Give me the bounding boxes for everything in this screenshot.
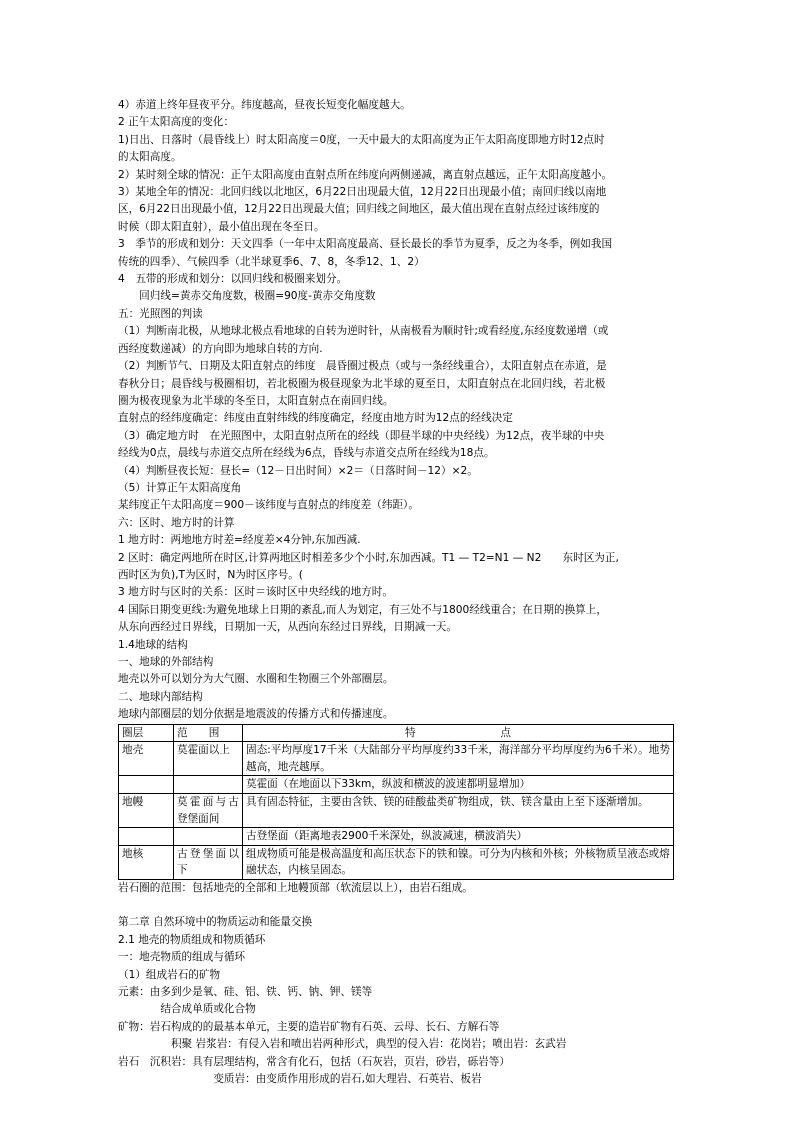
table-cell: 古登堡面（距离地表2900千米深处，纵波减速，横波消失） — [243, 828, 674, 846]
text-line: 矿物：岩石构成的的最基本单元，主要的造岩矿物有石英、云母、长石、方解石等 — [118, 1020, 500, 1033]
table-row — [119, 794, 674, 828]
table-cell: 地核 — [119, 845, 174, 879]
text-line: 3 季节的形成和划分：天文四季（一年中太阳高度最高、昼长最长的季节为夏季，反之为冬季，例如我国 — [118, 238, 613, 251]
table-cell: 地幔 — [119, 794, 174, 828]
notes-section-earth-motion — [118, 97, 674, 724]
table-cell — [174, 776, 243, 794]
text-line: 2 正午太阳高度的变化： — [118, 116, 235, 129]
text-line: 4 国际日期变更线:为避免地球上日期的紊乱,而人为划定，有三处不与1800经线重合；在日期的换算上， — [118, 603, 607, 616]
text-line: 时候（即太阳直射），最小值出现在冬至日。 — [118, 220, 325, 233]
blank-line — [118, 897, 674, 914]
section-heading: 2.1 地壳的物质组成和物质循环 — [118, 933, 266, 946]
text-line: （2）判断节气、日期及太阳直射点的纬度 晨昏圈过极点（或与一条经线重合），太阳直射点在赤道，是 — [118, 360, 607, 373]
table-header-row — [119, 724, 674, 742]
text-line: 某纬度正午太阳高度＝900－该纬度与直射点的纬度差（纬距）。 — [118, 499, 419, 512]
table-header-cell: 范 围 — [174, 724, 243, 742]
text-line: 地壳以外可以划分为大气圈、水圈和生物圈三个外部圈层。 — [118, 673, 394, 686]
text-line: 结合成单质或化合物 — [118, 1003, 256, 1016]
section-heading: 1.4地球的结构 — [118, 638, 188, 651]
table-cell: 具有固态特征，主要由含铁、镁的硅酸盐类矿物组成，铁、镁含量由上至下逐渐增加。 — [243, 794, 674, 828]
text-line: 元素：由多到少是氧、硅、铝、铁、钙、钠、钾、镁等 — [118, 986, 373, 998]
text-line: （1）判断南北极，从地球北极点看地球的自转为逆时针，从南极看为顺时针;或看经度,东经度数递增（或 — [118, 325, 609, 338]
table-row — [119, 776, 674, 794]
table-cell: 地壳 — [119, 742, 174, 776]
section-heading: 二、地球内部结构 — [118, 690, 203, 703]
table-cell: 固态:平均厚度17千米（大陆部分平均厚度约33千米，海洋部分平均厚度约为6千米）。地势越高，地壳越厚。 — [243, 742, 674, 776]
text-line: 岩石圈的范围：包括地壳的全部和上地幔顶部（软流层以上），由岩石组成。 — [118, 881, 473, 894]
text-line: 1)日出、日落时（晨昏线上）时太阳高度＝0度，一天中最大的太阳高度为正午太阳高度即地方时12点时 — [118, 133, 605, 146]
text-line: 直射点的经纬度确定：纬度由直射纬线的纬度确定，经度由地方时为12点的经线决定 — [118, 412, 513, 425]
text-line: 2 区时：确定两地所在时区,计算两地区时相差多少个小时,东加西减。T1 — T2=N1 — N2 东时区为正, — [118, 551, 619, 564]
table-cell — [119, 776, 174, 794]
table-row — [119, 742, 674, 776]
text-line: 地球内部圈层的划分依据是地震波的传播方式和传播速度。 — [118, 708, 394, 721]
section-heading: 一、地球的外部结构 — [118, 656, 214, 668]
text-line: 4）赤道上终年昼夜平分。纬度越高，昼夜长短变化幅度越大。 — [118, 99, 411, 111]
text-line: 1 地方时：两地地方时差=经度差×4分钟,东加西减. — [118, 534, 361, 547]
table-cell: 莫霍面与古登堡面间 — [174, 794, 243, 828]
text-line: 春秋分日；晨昏线与极圈相切，若北极圈为极昼现象为北半球的夏至日，太阳直射点在北回归线，若北极 — [118, 377, 606, 390]
table-row — [119, 828, 674, 846]
text-line: 3 地方时与区时的关系：区时＝该时区中央经线的地方时。 — [118, 586, 393, 599]
table-cell: 莫霍面（在地面以下33km，纵波和横波的波速都明显增加） — [243, 776, 674, 794]
text-line: 区，6月22日出现最小值，12月22日出现最大值；回归线之间地区，最大值出现在直射点经过该纬度的 — [118, 203, 600, 216]
earth-structure-table — [118, 724, 674, 880]
text-line: 岩石 沉积岩：具有层理结构，常含有化石，包括（石灰岩，页岩，砂岩，砾岩等） — [118, 1055, 510, 1068]
text-line: 4 五带的形成和划分：以回归线和极圈来划分。 — [118, 273, 348, 286]
text-line: 圈为极夜现象为北半球的冬至日，太阳直射点在南回归线。 — [118, 394, 394, 407]
table-cell: 古登堡面以下 — [174, 845, 243, 879]
text-line: 的太阳高度。 — [118, 151, 182, 164]
text-line: （5）计算正午太阳高度角 — [118, 481, 242, 494]
table-header-cell: 特 点 — [243, 724, 674, 742]
text-line: 传统的四季）、气候四季（北半球夏季6、7、8，冬季12、1、2） — [118, 255, 425, 268]
chapter-heading: 第二章 自然环境中的物质运动和能量交换 — [118, 916, 313, 929]
section-heading: 六：区时、地方时的计算 — [118, 516, 235, 529]
table-cell — [174, 828, 243, 846]
text-line: 3）某地全年的情况：北回归线以北地区，6月22日出现最大值，12月22日出现最小值；南回归线以南地 — [118, 186, 607, 199]
table-cell — [119, 828, 174, 846]
notes-section-chapter-two — [118, 914, 674, 1088]
text-line: 积聚 岩浆岩：有侵入岩和喷出岩两种形式，典型的侵入岩：花岗岩；喷出岩：玄武岩 — [118, 1038, 567, 1051]
section-heading: 五：光照图的判读 — [118, 307, 203, 320]
section-heading: 一：地壳物质的组成与循环 — [118, 951, 246, 964]
text-line: 西经度数递减）的方向即为地球自转的方向. — [118, 342, 323, 355]
text-line: 变质岩：由变质作用形成的岩石,如大理岩、石英岩、板岩 — [118, 1073, 482, 1086]
text-line: 从东向西经过日界线，日期加一天，从西向东经过日界线，日期减一天。 — [118, 621, 457, 634]
table-cell: 莫霍面以上 — [174, 742, 243, 776]
text-line: （3）确定地方时 在光照图中，太阳直射点所在的经线（即昼半球的中央经线）为12点，夜半球的中央 — [118, 429, 605, 442]
text-line: 西时区为负),T为区时，N为时区序号。( — [118, 568, 303, 581]
document-page — [118, 97, 674, 1088]
table-cell: 组成物质可能是极高温度和高压状态下的铁和镍。可分为内核和外核；外核物质呈液态或熔融状态，内核呈固态。 — [243, 845, 674, 879]
text-line: 回归线=黄赤交角度数，极圈=90度-黄赤交角度数 — [118, 290, 376, 303]
table-header-cell: 圈层 — [119, 724, 174, 742]
text-line: 经线为0点，晨线与赤道交点所在经线为6点，昏线与赤道交点所在经线为18点。 — [118, 447, 495, 460]
text-line: （4）判断昼夜长短：昼长=（12－日出时间）×2＝（日落时间－12）×2。 — [118, 464, 478, 477]
table-row — [119, 845, 674, 879]
text-line: （1）组成岩石的矿物 — [118, 968, 221, 981]
text-line: 2）某时刻全球的情况：正午太阳高度由直射点所在纬度向两侧递减，离直射点越远，正午太阳高度越小。 — [118, 168, 613, 181]
